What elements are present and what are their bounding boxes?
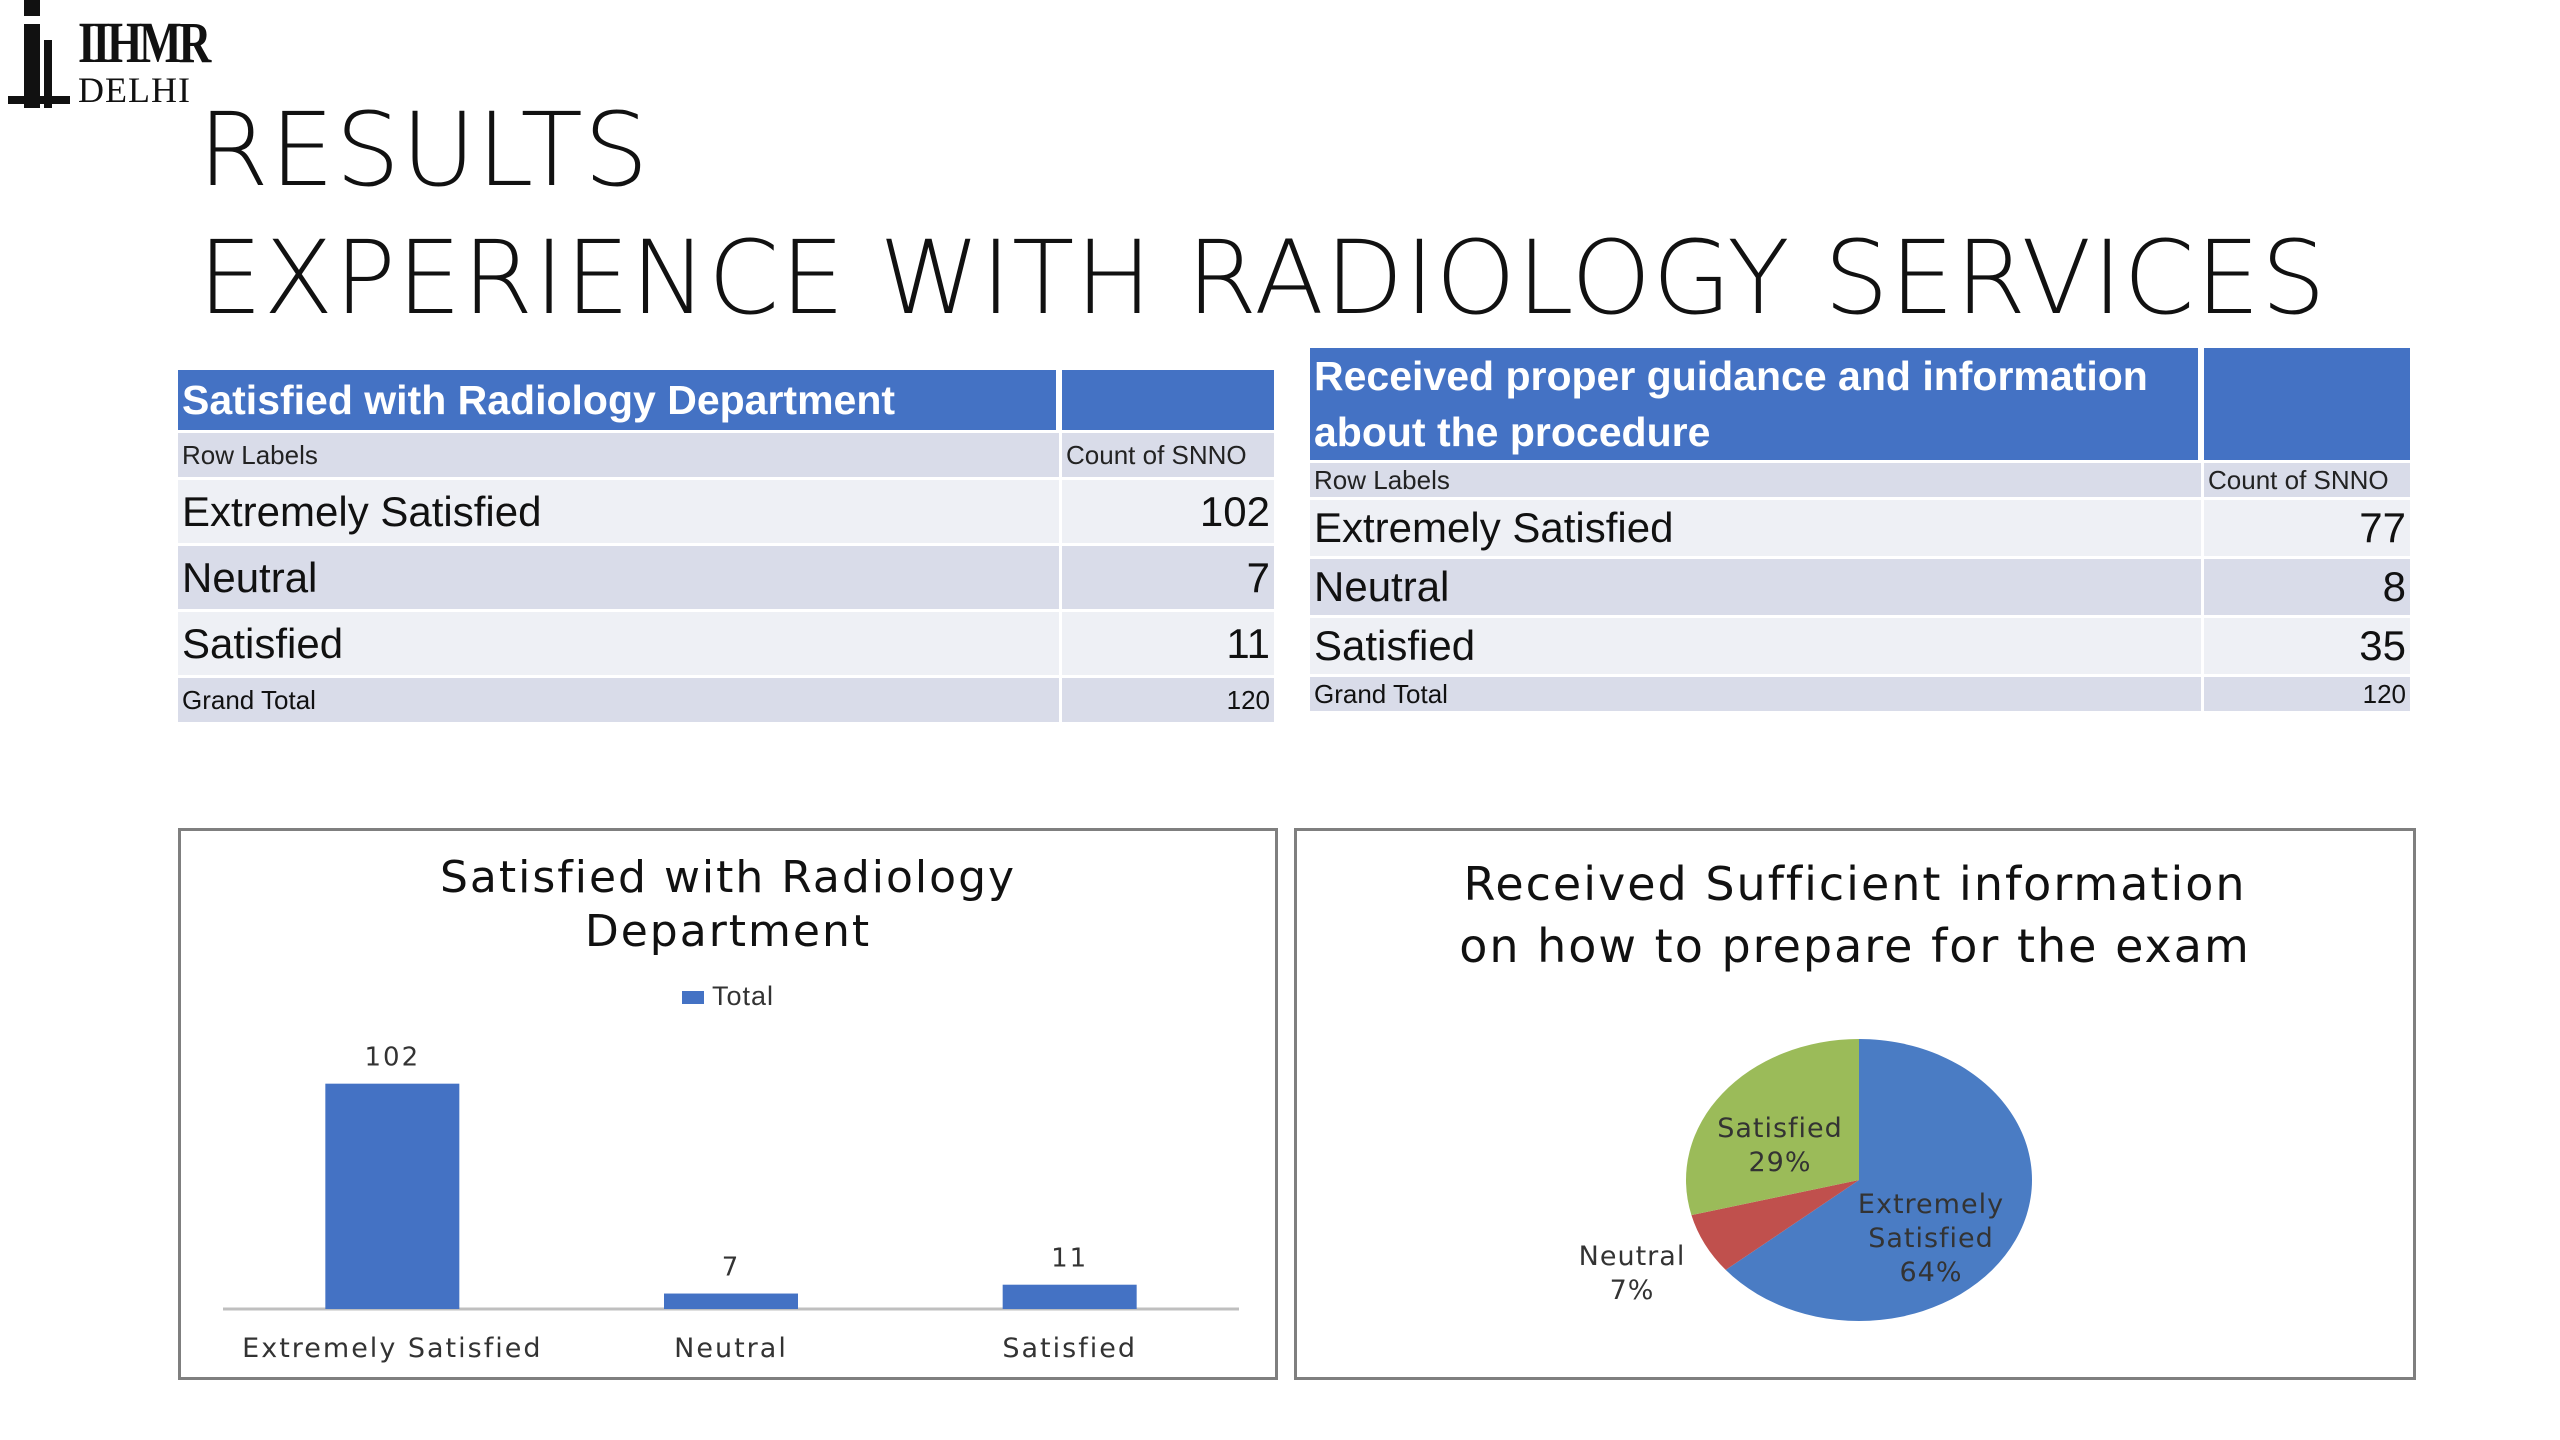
grand-total-value: 120	[1059, 675, 1274, 722]
count-header: Count of SNNO	[1059, 430, 1274, 477]
row-count: 77	[2201, 497, 2410, 556]
row-label: Neutral	[178, 543, 1059, 609]
table-row	[178, 477, 1274, 543]
row-labels-header: Row Labels	[1310, 460, 2201, 497]
row-label: Satisfied	[178, 609, 1059, 675]
bar-chart-frame	[178, 828, 1278, 1380]
page-title: RESULTS	[198, 91, 650, 210]
row-count: 8	[2201, 556, 2410, 615]
pivot-header-blank	[2201, 348, 2410, 460]
row-count: 11	[1059, 609, 1274, 675]
grand-total-value: 120	[2201, 674, 2410, 711]
pie-label-neutral: Neutral 7%	[1578, 1241, 1686, 1306]
table-row	[178, 609, 1274, 675]
bar	[1003, 1285, 1137, 1309]
pivot-title: Satisfied with Radiology Department	[178, 370, 1059, 430]
grand-total-label: Grand Total	[1310, 674, 2201, 711]
bar	[664, 1294, 798, 1309]
table-row	[1310, 556, 2410, 615]
logo-i-mark-icon	[4, 0, 70, 108]
bar-chart	[181, 831, 1275, 1377]
bar-data-label: 102	[364, 1042, 421, 1073]
iihmr-logo	[0, 0, 210, 112]
page-subtitle: EXPERIENCE WITH RADIOLOGY SERVICES	[198, 219, 2327, 338]
row-label: Neutral	[1310, 556, 2201, 615]
pivot-header-row	[178, 370, 1274, 430]
pivot-title: Received proper guidance and information about the procedure	[1310, 348, 2201, 460]
row-count: 35	[2201, 615, 2410, 674]
row-labels-header: Row Labels	[178, 430, 1059, 477]
bar-data-label: 11	[1051, 1243, 1089, 1274]
x-tick-label: Extremely Satisfied	[242, 1333, 543, 1364]
logo-text-delhi: DELHI	[78, 70, 191, 110]
pie-chart	[1297, 831, 2413, 1377]
pivot-header-blank	[1059, 370, 1274, 430]
logo-text-iihmr: IIHMR	[78, 10, 209, 75]
table-row	[1310, 497, 2410, 556]
bar-data-label: 7	[721, 1252, 741, 1283]
row-label: Extremely Satisfied	[1310, 497, 2201, 556]
x-tick-label: Satisfied	[1002, 1333, 1137, 1364]
legend-label: Total	[711, 981, 775, 1011]
grand-total-label: Grand Total	[178, 675, 1059, 722]
row-label: Satisfied	[1310, 615, 2201, 674]
pivot-subheader-row	[1310, 460, 2410, 497]
row-label: Extremely Satisfied	[178, 477, 1059, 543]
table-row	[1310, 615, 2410, 674]
bar	[325, 1084, 459, 1309]
pie-chart-frame	[1294, 828, 2416, 1380]
x-tick-label: Neutral	[674, 1333, 788, 1364]
pivot-table-guidance	[1310, 348, 2410, 711]
pivot-header-row	[1310, 348, 2410, 460]
grand-total-row	[1310, 674, 2410, 711]
pivot-subheader-row	[178, 430, 1274, 477]
pie-label-satisfied: Satisfied 29%	[1717, 1113, 1843, 1178]
row-count: 102	[1059, 477, 1274, 543]
pivot-table-satisfied	[178, 370, 1274, 722]
count-header: Count of SNNO	[2201, 460, 2410, 497]
bar-chart-title: Satisfied with Radiology Department	[439, 852, 1017, 957]
pie-chart-title: Received Sufficient information on how to prepare for the exam	[1459, 857, 2251, 973]
pie-label-extremely-satisfied: Extremely Satisfied 64%	[1857, 1189, 2005, 1288]
grand-total-row	[178, 675, 1274, 722]
table-row	[178, 543, 1274, 609]
row-count: 7	[1059, 543, 1274, 609]
